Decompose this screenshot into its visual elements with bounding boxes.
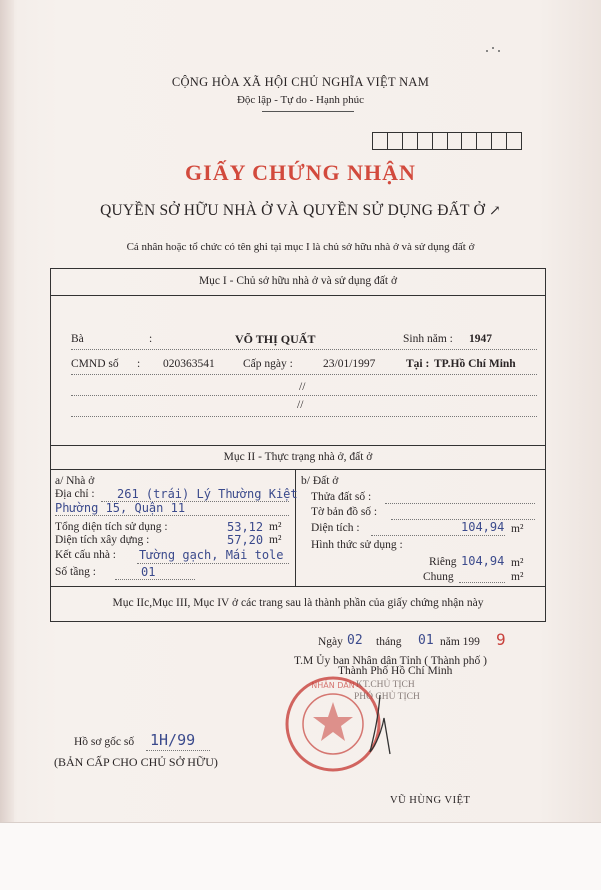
dotted-line (71, 374, 537, 375)
private-area-value: 104,94 (461, 554, 505, 568)
land-area-label: Diện tích : (311, 522, 360, 534)
date-year-label: năm 199 (440, 636, 480, 648)
svg-text:NHÂN DÂN: NHÂN DÂN (311, 681, 355, 690)
birth-year: 1947 (469, 333, 492, 345)
authority-line1: T.M Ủy ban Nhân dân Tỉnh ( Thành phố ) (294, 655, 487, 667)
total-area-value: 53,12 (227, 520, 264, 534)
dotted-line (137, 563, 289, 564)
punch-mark (498, 50, 500, 52)
certificate-title: GIẤY CHỨNG NHẬN (185, 160, 416, 185)
total-area-label: Tổng diện tích sử dụng : (55, 521, 168, 533)
land-area-value: 104,94 (461, 520, 505, 534)
title-label: Bà (71, 333, 84, 345)
left-binding-strip (0, 0, 14, 890)
map-label: Tờ bản đồ số : (311, 506, 378, 518)
divider (51, 469, 545, 470)
date-month-label: tháng (376, 636, 402, 648)
structure-label: Kết cấu nhà : (55, 549, 116, 561)
file-number-label: Hồ sơ gốc số (74, 736, 135, 748)
role-vice-chairman: PHÓ CHỦ TỊCH (354, 692, 420, 702)
authority-line2: Thành Phố Hồ Chí Minh (338, 665, 453, 677)
divider (51, 445, 545, 446)
total-area-unit: m² (269, 521, 282, 533)
footer-note: Mục IIc,Mục III, Mục IV ở các trang sau là thành phần của giấy chứng nhận này (112, 597, 484, 609)
shared-label: Chung (423, 571, 454, 583)
land-area-unit: m² (511, 523, 524, 535)
dotted-line (146, 750, 210, 751)
address-value: 261 (trái) Lý Thường Kiệt (117, 487, 298, 501)
dotted-line (71, 416, 537, 417)
private-area-unit: m² (511, 557, 524, 569)
issued-date: 23/01/1997 (323, 358, 376, 370)
land-heading: b/ Đất ở (301, 475, 339, 487)
signature (360, 690, 400, 760)
date-day: 02 (347, 633, 363, 648)
certificate-subtitle: QUYỀN SỞ HỮU NHÀ Ở VÀ QUYỀN SỬ DỤNG ĐẤT Ở ↗ (100, 202, 501, 219)
birth-label: Sinh năm : (403, 333, 453, 345)
floors-value: 01 (141, 565, 156, 579)
punch-mark (486, 50, 488, 52)
built-area-value: 57,20 (227, 533, 264, 547)
place-label: Tại : (406, 358, 430, 370)
dotted-line (115, 579, 195, 580)
id-label: CMND số (71, 358, 119, 370)
floors-label: Số tầng : (55, 566, 96, 578)
blank-mark: // (299, 381, 306, 393)
usage-label: Hình thức sử dụng : (311, 539, 403, 551)
structure-value: Tường gạch, Mái tole (139, 548, 284, 562)
role-kt-chairman: KT.CHỦ TỊCH (356, 680, 415, 690)
file-number: 1H/99 (150, 731, 196, 749)
owner-copy-note: (BẢN CẤP CHO CHỦ SỞ HỮU) (54, 755, 218, 769)
blank-mark: // (297, 399, 304, 411)
dotted-line (55, 515, 289, 516)
motto: Độc lập - Tự do - Hạnh phúc (236, 94, 365, 106)
dotted-line (71, 395, 537, 396)
house-heading: a/ Nhà ở (55, 475, 95, 487)
intro-text: Cá nhân hoặc tổ chức có tên ghi tại mục I là chủ sở hữu nhà ở và sử dụng đất ở (126, 241, 475, 253)
dotted-line (71, 349, 537, 350)
page-bottom-edge (0, 822, 601, 890)
address-label: Địa chỉ : (55, 488, 95, 500)
divider (51, 586, 545, 587)
punch-mark (492, 47, 494, 49)
serial-number-boxes (372, 132, 522, 150)
built-area-label: Diện tích xây dựng : (55, 534, 150, 546)
colon: : (137, 358, 141, 370)
dotted-line (371, 535, 505, 536)
dotted-line (385, 503, 535, 504)
motto-underline (262, 111, 354, 112)
id-number: 020363541 (163, 358, 215, 370)
section1-heading: Mục I - Chủ sở hữu nhà ở và sử dụng đất ở (198, 275, 398, 287)
private-label: Riêng (429, 556, 457, 568)
date-day-label: Ngày (318, 636, 343, 648)
divider (51, 295, 545, 296)
address-value-line2: Phường 15, Quận 11 (55, 501, 186, 515)
republic-header: CỘNG HÒA XÃ HỘI CHỦ NGHĨA VIỆT NAM (171, 75, 430, 89)
plot-label: Thửa đất số : (311, 491, 372, 503)
built-area-unit: m² (269, 534, 282, 546)
date-month: 01 (418, 633, 434, 648)
dotted-line (459, 582, 505, 583)
owner-name: VÕ THỊ QUẤT (235, 332, 316, 346)
issued-label: Cấp ngày : (243, 358, 293, 370)
certificate-table (50, 268, 546, 622)
shared-area-unit: m² (511, 571, 524, 583)
issued-place: TP.Hồ Chí Minh (434, 358, 516, 370)
colon: : (149, 333, 153, 345)
signer-name: VŨ HÙNG VIỆT (390, 795, 471, 806)
date-year-digit: 9 (496, 630, 506, 649)
section2-heading: Mục II - Thực trạng nhà ở, đất ở (223, 451, 373, 463)
